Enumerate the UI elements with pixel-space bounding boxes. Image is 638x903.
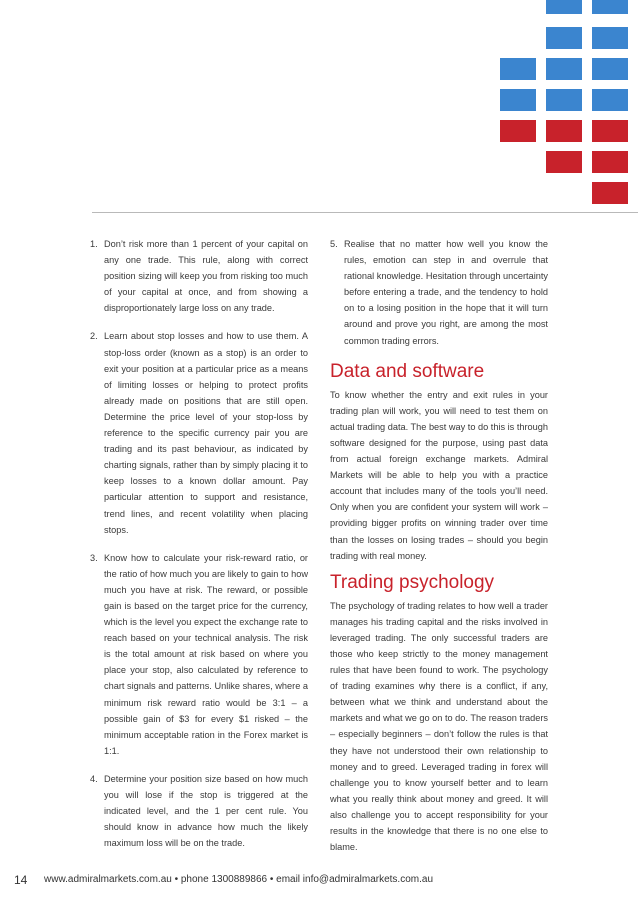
list-text: Don’t risk more than 1 percent of your capital on any one trade. This rule, along with correct position sizing will keep you from risking too much of your capital at once, and from showing a disproportionately large loss on any trade. bbox=[104, 239, 308, 314]
decor-square bbox=[592, 58, 628, 80]
list-text: Determine your position size based on how much you will lose if the stop is triggered at the indicated level, and the 1 per cent rule. You should know in advance how much the likely maximum loss will be on the trade. bbox=[104, 773, 308, 849]
decor-square bbox=[592, 182, 628, 204]
list-text: Learn about stop losses and how to use them. A stop-loss order (known as a stop) is an order to exit your position at a particular price as a means of limiting losses or helping to protect profits already made on positions that are still open. Determine the price level of your stop-loss by reference to the specific currency pair you are trading and its past behaviour, as indicated by charting signals, rather than by simply placing it to keep losses to a known dollar amount. Pay particular attention to support and resistance, trend lines, and recent volatility when placing stops. bbox=[104, 331, 308, 535]
header-divider bbox=[92, 212, 638, 213]
list-text: Know how to calculate your risk-reward ratio, or the ratio of how much you are likely to gain to how much you have at risk. The reward, or possible gain is based on the target price for the currency, which is the level you expect the exchange rate to reach based on your technical analysis. The risk is the total amount at risk based on where you place your stop, also calculated by reference to chart signals and patterns. Unlike shares, where a minimum risk reward ratio would be 3:1 – a possible gain of $3 for every $1 risked – the minimum acceptable ration in the Forex market is 1:1. bbox=[104, 552, 308, 756]
list-number: 3. bbox=[90, 552, 98, 563]
decor-square bbox=[500, 58, 536, 80]
decor-square bbox=[592, 0, 628, 14]
risk-rules-list-continued bbox=[330, 236, 548, 349]
list-number: 2. bbox=[90, 331, 98, 342]
decor-square bbox=[546, 58, 582, 80]
decor-square bbox=[500, 120, 536, 142]
decor-square bbox=[546, 0, 582, 14]
list-text: Realise that no matter how well you know the rules, emotion can step in and overrule that rational knowledge. Hesitation through uncertainty before entering a trade, and the tendency to hold on to a losing position in the hope that it will turn around and prove you right, are among the most common trading errors. bbox=[344, 239, 548, 346]
list-number: 4. bbox=[90, 773, 98, 784]
page-number: 14 bbox=[14, 873, 28, 887]
list-item bbox=[90, 771, 308, 851]
decor-square bbox=[592, 120, 628, 142]
list-number: 5. bbox=[330, 239, 338, 249]
list-item bbox=[90, 550, 308, 759]
section-heading-data-software: Data and software bbox=[330, 360, 485, 382]
decor-square bbox=[546, 151, 582, 173]
list-item bbox=[90, 236, 308, 316]
list-number: 1. bbox=[90, 239, 98, 249]
decor-square bbox=[546, 89, 582, 111]
footer-contact-line: www.admiralmarkets.com.au • phone 1300889866 • email info@admiralmarkets.com.au bbox=[44, 874, 433, 885]
section-body-trading-psychology: The psychology of trading relates to how well a trader manages his trading capital and the risks involved in leveraged trading. The only successful traders are those who keep strictly to the money management rules that have been found to work. The psychology of trading examines why there is a conflict, if any, between what we think and understand about the markets and what we go on to do. The reason traders – especially beginners – don’t follow the rules is that they have not understood their own relationship to money and to greed. Leveraged trading in forex will challenge you to know yourself better and to learn what you really think about money and greed. It will also challenge you to accept responsibility for your results in the knowledge that there is no one else to blame. bbox=[330, 600, 548, 853]
right-column bbox=[330, 236, 548, 863]
section-body-data-software: To know whether the entry and exit rules in your trading plan will work, you will need to test them on actual trading data. The best way to do this is through software designed for the purpose, using past data from actual foreign exchange markets. Admiral Markets will be able to help you with a practice account that includes many of the tools you’ll need. Only when you are confident your system will work – providing bigger profits on winning trader over time than the losses on losing trades – should you begin trading with real money. bbox=[330, 389, 548, 561]
list-item bbox=[330, 236, 548, 349]
left-column bbox=[90, 236, 308, 863]
decor-square bbox=[500, 89, 536, 111]
list-item bbox=[90, 328, 308, 537]
decor-square bbox=[546, 120, 582, 142]
decor-square bbox=[592, 151, 628, 173]
decor-square bbox=[592, 27, 628, 49]
risk-rules-list bbox=[90, 236, 308, 851]
section-heading-trading-psychology: Trading psychology bbox=[330, 571, 495, 593]
decor-square bbox=[546, 27, 582, 49]
decor-square bbox=[592, 89, 628, 111]
page-footer bbox=[0, 872, 638, 892]
